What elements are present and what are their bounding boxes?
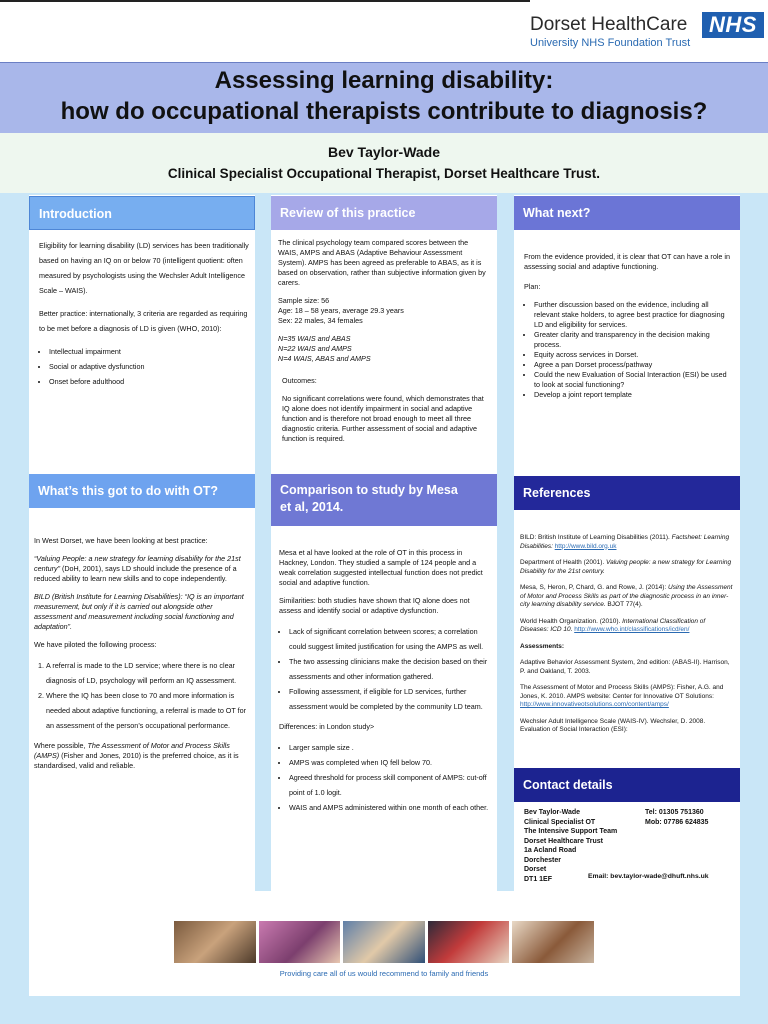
comparison-heading xyxy=(271,474,497,526)
photo-image xyxy=(512,921,594,963)
review-sample-size: Sample size: 56 xyxy=(278,296,330,305)
reference-who xyxy=(520,618,734,635)
review-outcomes-label: Outcomes: xyxy=(282,376,317,385)
nhs-logo: NHS xyxy=(702,12,764,38)
ot-process-steps xyxy=(34,658,248,733)
review-sample xyxy=(278,296,490,326)
list-item: • Lack of significant correlation between scores; a correlation could suggest limited justification for using the AMPS as well. xyxy=(289,624,490,654)
title-line-1: Assessing learning disability: xyxy=(214,67,554,94)
list-item: • Intellectual impairment xyxy=(49,344,249,359)
title-line-2: how do occupational therapists contribute to diagnosis? xyxy=(60,98,708,125)
what-next-body xyxy=(524,252,732,408)
assessments-label: Assessments: xyxy=(520,642,565,650)
list-item: • The two assessing clinicians make the decision based on their assessments and other information gathered. xyxy=(289,654,490,684)
list-item: 2. Where the IQ has been close to 70 and more information is needed about adaptive functioning, a referral is made to OT for an assessment of the person’s occupational performance. xyxy=(46,688,248,733)
list-item: • AMPS was completed when IQ fell below 70. xyxy=(289,755,490,770)
comparison-p2: Similarities: both studies have shown that IQ alone does not assess and identify social or adaptive dysfunction. xyxy=(279,596,470,615)
comparison-differences-label: Differences: in London study> xyxy=(279,722,375,731)
introduction-criteria-list xyxy=(39,344,249,389)
reference-who-title: International Classification of Diseases: ICD 10. xyxy=(520,617,706,633)
footer-tagline: Providing care all of us would recommend to family and friends xyxy=(279,969,489,978)
ot-quote1-rest: (DoH, 2001), says LD should include the presence of a reduced ability to learn new skills and to cope independently. xyxy=(34,564,237,583)
org-name: Dorset HealthCare xyxy=(530,14,688,35)
reference-bild-title: Factsheet: Learning Disabilities: xyxy=(520,534,730,550)
ot-quote1 xyxy=(34,554,248,584)
contact-line: Bev Taylor-Wade xyxy=(524,809,581,816)
list-item: • Agree a pan Dorset process/pathway xyxy=(534,360,732,370)
comparison-p1: Mesa et al have looked at the role of OT in this process in Hackney, London. They studied a sample of 124 people and a weak correlation suggested intellectual function does not predict social and adaptive function. xyxy=(279,548,483,587)
list-item: • Agreed threshold for process skill component of AMPS: cut-off point of 1.0 logit. xyxy=(289,770,490,800)
photo-image xyxy=(259,921,341,963)
review-p1: The clinical psychology team compared scores between the WAIS, AMPS and ABAS (Adaptive Behaviour Assessment System). AMPS has been agreed as preferable to ABAS, as it is based on observation, rather than subjective information given by carers. xyxy=(278,238,486,287)
list-item: • Onset before adulthood xyxy=(49,374,249,389)
review-groups xyxy=(278,334,490,364)
ot-piloted: We have piloted the following process: xyxy=(34,640,157,649)
reference-who-text: World Health Organization. (2010). xyxy=(520,617,623,625)
reference-bild-link[interactable]: http://www.bild.org.uk xyxy=(554,542,617,550)
contact-email[interactable]: Email: bev.taylor-wade@dhuft.nhs.uk xyxy=(588,873,709,880)
list-item: • Equity across services in Dorset. xyxy=(534,350,732,360)
ot-closing xyxy=(34,741,248,771)
contact-line: DT1 1EF xyxy=(524,875,553,883)
photo-image xyxy=(174,921,256,963)
review-heading: Review of this practice xyxy=(271,196,497,230)
reference-mesa-text: Mesa, S, Heron, P, Chard, G. and Rowe, J. (2014): xyxy=(520,584,669,591)
reference-who-link[interactable]: http://www.who.int/classifications/icd/en/ xyxy=(574,626,690,633)
what-next-plan-label: Plan: xyxy=(524,282,541,291)
ot-closing-pre: Where possible, xyxy=(34,741,88,750)
list-item: 1. A referral is made to the LD service; where there is no clear diagnosis of LD, psychology will perform an IQ assessment. xyxy=(46,658,248,688)
contact-line: Dorchester xyxy=(524,856,561,864)
assessment-amps xyxy=(520,684,734,710)
reference-bild-text: BILD: British Institute of Learning Disabilities (2011). xyxy=(520,534,672,541)
introduction-p2: Better practice: internationally, 3 criteria are regarded as requiring to be met before a diagnosis of LD is given (WHO, 2010): xyxy=(39,309,248,333)
photo-strip xyxy=(174,921,594,963)
contact-line: 1a Acland Road xyxy=(524,847,577,854)
ot-closing-amps: The Assessment of Motor and Process Skills (AMPS) xyxy=(34,741,230,760)
contact-line: Clinical Specialist OT xyxy=(524,818,596,826)
what-next-intro: From the evidence provided, it is clear that OT can have a role in assessing social and adaptive functioning. xyxy=(524,252,731,271)
comparison-similarities-list xyxy=(279,624,490,714)
ot-heading: What’s this got to do with OT? xyxy=(29,474,255,508)
review-group-2: N=22 WAIS and AMPS xyxy=(278,344,352,353)
contact-line: Dorset xyxy=(524,866,547,873)
introduction-heading: Introduction xyxy=(29,196,255,230)
header-rule xyxy=(0,0,530,2)
review-outcomes: No significant correlations were found, which demonstrates that IQ alone does not identify impairment in social and adaptive function and is therefore not broad enough to meet all three diagnostic criteria. Further assessment of social and adaptive function is required. xyxy=(282,394,484,443)
review-body xyxy=(278,238,490,452)
ot-quote2: BILD (British Institute for Learning Disabilities): “IQ is an important measurement, but only if it is carried out alongside other assessment and measurement including social functioning and adaptation”. xyxy=(34,592,244,631)
list-item: • Further discussion based on the evidence, including all relevant stake holders, to agree best practice for diagnosing LD and eligibility for services. xyxy=(534,300,732,330)
assessment-amps-text: The Assessment of Motor and Process Skills (AMPS): Fisher, A.G. and Jones, K. 2010. AMPS website: Center for Innovative OT Solutions: xyxy=(520,684,724,700)
assessment-wais: Wechsler Adult Intelligence Scale (WAIS-IV). Wechsler, D. 2008. xyxy=(520,717,706,725)
assessment-amps-link[interactable]: http://www.innovativeotsolutions.com/content/amps/ xyxy=(520,701,669,708)
comparison-differences-list xyxy=(279,740,490,815)
assessment-esi: Evaluation of Social Interaction (ESI): xyxy=(520,726,628,733)
ot-body xyxy=(34,536,248,779)
org-subtitle: University NHS Foundation Trust xyxy=(530,37,691,49)
contact-heading: Contact details xyxy=(514,768,740,802)
reference-mesa-title: Using the Assessment of Motor and Process Skills as part of the diagnostic process in an inner-city learning disability service. xyxy=(520,584,733,608)
reference-mesa-journal: BJOT 77(4). xyxy=(605,601,643,608)
photo-image xyxy=(343,921,425,963)
ot-quote1-title: “Valuing People: a new strategy for learning disability for the 21st century” xyxy=(34,554,241,573)
author-band xyxy=(0,133,768,193)
reference-doh-text: Department of Health (2001). xyxy=(520,559,606,566)
reference-doh-title: Valuing people: a new strategy for Learning Disability for the 21st century. xyxy=(520,559,732,575)
references-body xyxy=(520,534,734,743)
reference-mesa xyxy=(520,584,734,610)
references-heading: References xyxy=(514,476,740,510)
author-role: Clinical Specialist Occupational Therapist, Dorset Healthcare Trust. xyxy=(167,166,601,181)
photo-image xyxy=(428,921,510,963)
contact-mob: Mob: 07786 624835 xyxy=(645,818,709,826)
title-band xyxy=(0,62,768,134)
what-next-heading: What next? xyxy=(514,196,740,230)
contact-line: The Intensive Support Team xyxy=(524,828,618,835)
list-item: • Following assessment, if eligible for LD services, further assessment would be completed by the community LD team. xyxy=(289,684,490,714)
reference-bild xyxy=(520,534,734,551)
review-group-3: N=4 WAIS, ABAS and AMPS xyxy=(278,354,371,363)
contact-tel: Tel: 01305 751360 xyxy=(645,809,704,816)
list-item: • Could the new Evaluation of Social Interaction (ESI) be used to look at social functioning? xyxy=(534,370,732,390)
comparison-body xyxy=(279,548,490,823)
poster-header xyxy=(0,0,768,62)
introduction-p1: Eligibility for learning disability (LD) services has been traditionally based on having an IQ on or below 70 (intelligent quotient: often measured by psychologists using the Wechsler Adult Intelligence Scale – WAIS). xyxy=(39,241,249,295)
introduction-body xyxy=(39,238,249,397)
ot-p1: In West Dorset, we have been looking at best practice: xyxy=(34,536,208,545)
list-item: • Social or adaptive dysfunction xyxy=(49,359,249,374)
author-name: Bev Taylor-Wade xyxy=(327,144,441,160)
comparison-heading-line-2: et al, 2014. xyxy=(280,500,344,514)
review-group-1: N=35 WAIS and ABAS xyxy=(278,334,351,343)
what-next-plan-list xyxy=(524,300,732,400)
assessment-abas: Adaptive Behavior Assessment System, 2nd edition: (ABAS-II). Harrison, P. and Oakland, T. 2003. xyxy=(520,659,730,675)
review-sex: Sex: 22 males, 34 females xyxy=(278,316,363,325)
ot-closing-post: (Fisher and Jones, 2010) is the preferred choice, as it is standardised, valid and reliable. xyxy=(34,751,239,770)
list-item: • Larger sample size . xyxy=(289,740,490,755)
contact-phones xyxy=(645,808,737,827)
list-item: • Develop a joint report template xyxy=(534,390,732,400)
reference-doh xyxy=(520,559,734,576)
review-age: Age: 18 – 58 years, average 29.3 years xyxy=(278,306,404,315)
list-item: • WAIS and AMPS administered within one month of each other. xyxy=(289,800,490,815)
list-item: • Greater clarity and transparency in the decision making process. xyxy=(534,330,732,350)
comparison-heading-line-1: Comparison to study by Mesa xyxy=(280,483,458,497)
contact-line: Dorset Healthcare Trust xyxy=(524,837,603,845)
